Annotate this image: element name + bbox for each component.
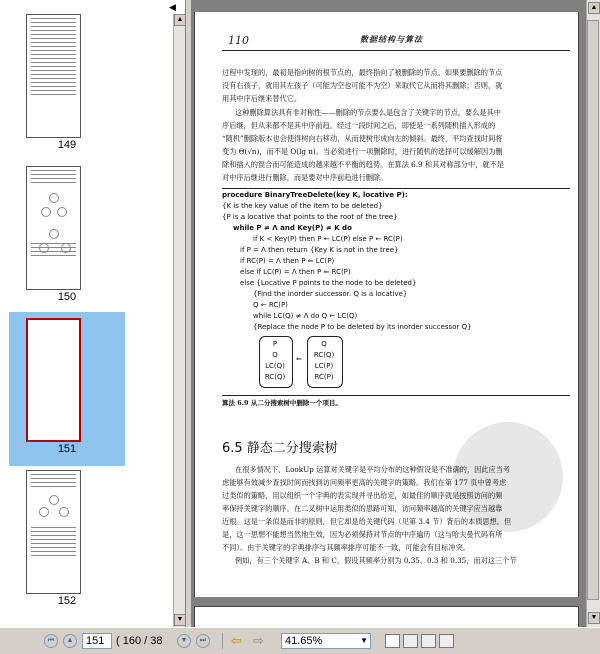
code-line: if RC(P) = Λ then P ⇐ LC(P) [240,257,335,265]
algorithm-bottom-rule [222,395,570,396]
code-line: {Replace the node P to be deleted by its inorder successor Q} [253,323,472,331]
document-view[interactable] [191,0,586,627]
paragraph-line: 没有右孩子，就用其左孩子（可能为空也可能不为空）来取代它从而将其删除；否则，就 [222,81,503,90]
paragraph-line: 过类似的策略，用以组织一个字典的表实现并寻出给定，如最佳的顺序就是按照访问的频 [222,491,503,500]
thumbnail-page[interactable] [26,470,81,594]
page-number-header: 110 [228,34,249,47]
right-tuple: Q RC(Q) LC(P) RC(P) [313,340,335,381]
document-scroll-thumb[interactable] [587,20,599,600]
paragraph-line: 例如，有三个关键字 A、B 和 C，假设其频率分别为 0.35、0.3 和 0.35，而对这三个节 [235,556,517,565]
single-page-view-icon[interactable] [385,634,400,648]
thumbnail-label: 150 [57,291,77,303]
code-line: if K < Key(P) then P ← LC(P) else P ← RC(P) [253,235,403,243]
scroll-down-icon[interactable]: ▼ [174,614,186,626]
next-page-button[interactable]: ▼ [177,634,191,648]
paragraph-line: 是，这一思想不能想当然地生效，因为必须保持对节点的中序遍历（这与哈夫曼代码有所 [222,530,503,539]
left-tuple: P Q LC(Q) RC(Q) [264,340,286,381]
previous-page-button[interactable]: ▲ [63,634,77,648]
header-rule [222,50,570,51]
thumbnail-page[interactable] [26,166,81,290]
paragraph-line: 在很多情况下，LookUp 运算对关键字是平均分布的这种假设是不准确的，因此应当考 [235,465,511,474]
paragraph-line: 近根。这是一条似是而非的原则，但它却是给关键代码（见第 3.4 节）背后的本质思想。但 [222,517,512,526]
thumbnail-page[interactable] [26,14,81,138]
code-line: {Find the inorder successor. Q is a locative} [253,290,408,298]
paragraph-line: 虑能够有效减少查找时间而找到访问频率更高的关键字的策略。我们在第 177 页中曾考虑 [222,478,507,487]
paragraph-line: 对中序后继进行删除，而是要对中序前趋进行删除。 [222,173,388,182]
paragraph-line: 不同）。由于关键字的字典排序与其频率排序可能不一致，可能会有目标冲突。 [222,543,470,552]
toolbar-separator [222,633,223,649]
assign-arrow: ⇐ [296,355,302,363]
next-document-page [194,606,579,627]
section-title: 6.5 静态二分搜索树 [222,441,338,456]
back-arrow-icon[interactable]: ⇦ [231,633,242,648]
page-number-input[interactable]: 151 [82,633,112,649]
first-page-button[interactable]: ⏮ [44,634,58,648]
code-line: procedure BinaryTreeDelete(key K, locative P): [222,191,408,199]
code-line: while LC(Q) ≠ Λ do Q ← LC(Q) [253,312,358,320]
paragraph-line: 这种删除算法具有非对称性——删除的节点要么是包含了关键字的节点，要么是其中 [235,108,501,117]
code-line: else if LC(P) = Λ then P ⇐ RC(P) [240,268,351,276]
code-line: Q ← RC(P) [253,301,288,309]
running-title: 数据结构与算法 [360,34,423,44]
thumbnail-page-selected[interactable] [26,318,81,442]
thumbnail-label: 149 [57,139,77,151]
thumbnail-label: 152 [57,595,77,607]
scroll-down-icon[interactable]: ▼ [588,612,600,624]
continuous-facing-view-icon[interactable] [439,634,454,648]
chevron-down-icon[interactable]: ▼ [360,636,368,645]
paragraph-line: 序后继，但从来都不是其中序前趋。经过一段时间之后，即使是一系列随机插入形成的 [222,121,496,130]
thumbnails-panel [0,0,186,627]
code-line: if P = Λ then return {Key K is not in the tree} [240,246,399,254]
code-line: else {Locative P points to the node to be deleted} [240,279,417,287]
scroll-up-icon[interactable]: ▲ [588,2,600,14]
last-page-button[interactable]: ⏭ [196,634,210,648]
thumbnail-label: 151 [57,443,77,455]
continuous-view-icon[interactable] [403,634,418,648]
code-line: {K is the key value of the item to be deleted} [222,202,383,210]
zoom-select[interactable] [281,633,371,649]
algorithm-top-rule [222,188,570,189]
algorithm-caption: 算法 6.9 从二分搜索树中删除一个项目。 [222,399,342,407]
facing-view-icon[interactable] [421,634,436,648]
page-count-label: ( 160 / 38 [116,635,163,647]
paragraph-line: 过程中发现的，最初是指向树的根节点的，最终指向了被删除的节点。如果要删除的节点 [222,68,503,77]
forward-arrow-icon[interactable]: ⇨ [253,633,264,648]
thumbnails-header [0,0,185,14]
scroll-up-icon[interactable]: ▲ [174,14,186,26]
code-line: while P ≠ Λ and Key(P) ≠ K do [233,224,352,232]
thumbnails-scrollbar[interactable] [173,14,186,627]
paragraph-line: 率保持关键字的顺序。在二叉树中运用类似的思路可知，访问频率越高的关键字应当越靠 [222,504,503,513]
collapse-panel-icon[interactable]: ◀ [169,2,176,12]
paragraph-line: 用其中序后继来替代它。 [222,94,302,103]
paragraph-line: 除和插入的混合而可能造成的越来越不平衡的趋势。在算法 6.9 和其对称部分中，就不是 [222,160,504,169]
document-page [194,12,579,597]
paragraph-line: “随机”删除版本也会使得树向右移动，从而使树形成向左的倾斜。最终，平均查找时间将 [222,134,503,143]
navigation-toolbar [0,627,600,654]
paragraph-line: 变为 Θ(√n)，而不是 O(lg n)。当必须进行一项删除时，进行随机的选择可以缓解因为删 [222,147,503,156]
code-line: {P is a locative that points to the root of the tree} [222,213,398,221]
zoom-value: 41.65% [285,635,323,647]
